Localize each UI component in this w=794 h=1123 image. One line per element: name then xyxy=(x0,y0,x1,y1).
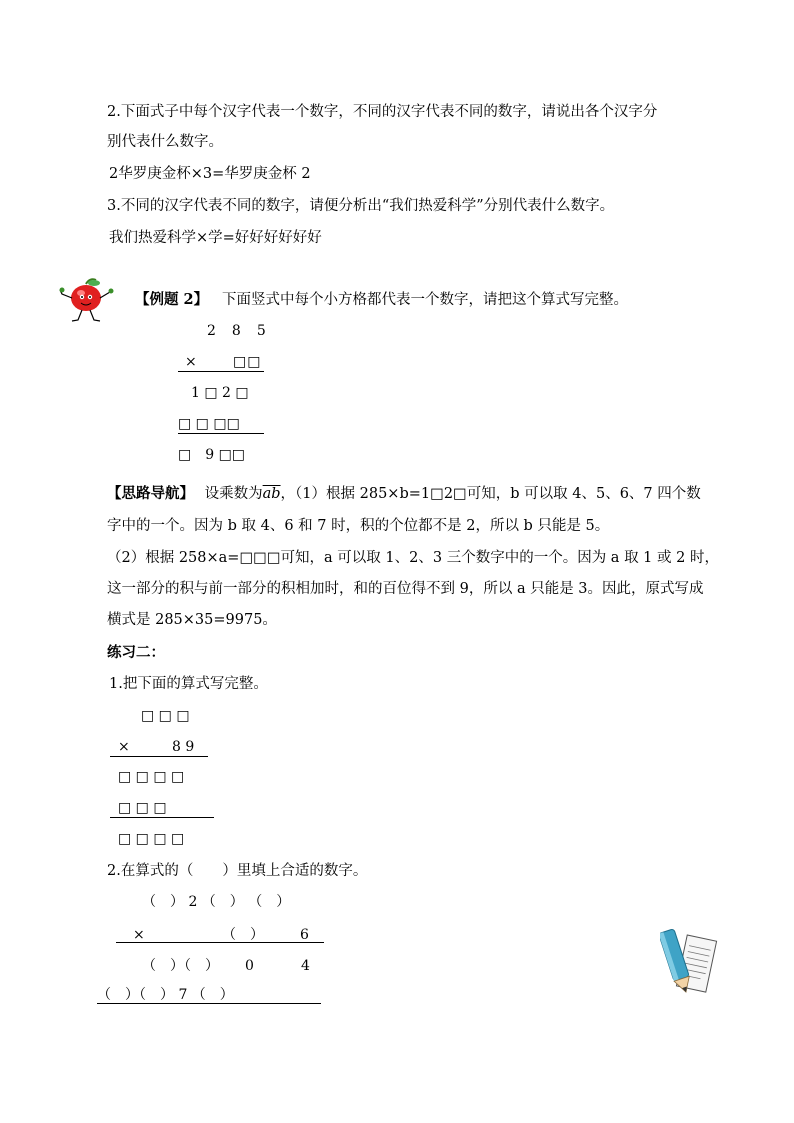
q2-row-partial2: （ ）（ ） 7 （ ） xyxy=(97,987,234,1003)
q1-rule-1 xyxy=(110,756,208,757)
apple-mascot-icon xyxy=(58,278,118,324)
problem3-equation: 我们热爱科学×学=好好好好好好 xyxy=(109,230,322,246)
guide-line1 xyxy=(107,484,701,504)
q2-row-partial-c: 4 xyxy=(301,958,310,974)
example2-row-partial2: □ □ □□ xyxy=(178,416,240,432)
example2-text: 下面竖式中每个小方格都代表一个数字，请把这个算式写完整。 xyxy=(222,292,628,308)
q1-row-partial1: □ □ □ □ xyxy=(118,769,185,785)
q2-times-sign: × xyxy=(133,927,145,943)
q1-times-sign: × xyxy=(118,739,130,755)
q2-row-multiplicand: （ ） 2 （ ） （ ） xyxy=(142,894,291,910)
practice-q2: 2.在算式的（ ）里填上合适的数字。 xyxy=(107,863,368,879)
q2-row-multiplier-a: （ ） xyxy=(222,927,264,943)
guide-line5: 横式是 285×35=9975。 xyxy=(107,612,277,628)
pencil-paper-icon xyxy=(660,925,718,997)
q2-rule-2 xyxy=(97,1003,321,1004)
guide-label: 【思路导航】 xyxy=(107,485,194,502)
problem3-line1: 3.不同的汉字代表不同的数字，请便分析出“我们热爱科学”分别代表什么数字。 xyxy=(107,198,615,214)
q2-row-partial-a: （ ）（ ） xyxy=(142,958,219,974)
problem2-equation: 2华罗庚金杯×3=华罗庚金杯 2 xyxy=(109,166,311,182)
example2-row-product: □ 9 □□ xyxy=(178,447,246,463)
q1-row-multiplier: 8 9 xyxy=(172,739,195,755)
guide-line3: （2）根据 258×a=□□□可知，a 可以取 1、2、3 三个数字中的一个。因为 a 取 1 或 2 时， xyxy=(107,550,719,566)
q2-rule-1 xyxy=(116,942,324,943)
q2-row-partial-b: 0 xyxy=(245,958,254,974)
practice-title: 练习二： xyxy=(107,644,165,661)
guide-ab: $\overline{ab}$ xyxy=(262,486,281,502)
example2-label: 【例题 2】 xyxy=(135,291,209,308)
q1-row-partial2: □ □ □ xyxy=(118,800,167,816)
problem2-line1: 2.下面式子中每个汉字代表一个数字，不同的汉字代表不同的数字，请说出各个汉字分 xyxy=(107,104,658,120)
q1-row-multiplicand: □ □ □ xyxy=(141,708,190,724)
example2-times-sign: × xyxy=(185,354,197,370)
example2-rule-2 xyxy=(178,433,264,434)
problem2-line2: 别代表什么数字。 xyxy=(107,134,223,150)
example2-row-multiplier: □□ xyxy=(233,354,262,370)
guide-line4: 这一部分的积与前一部分的积相加时，和的百位得不到 9，所以 a 只能是 3。因此，原式写成 xyxy=(107,581,704,597)
example2-row-partial1: 1 □ 2 □ xyxy=(191,385,249,401)
example2-row-multiplicand: 2 8 5 xyxy=(207,323,267,339)
q1-row-product: □ □ □ □ xyxy=(118,831,185,847)
guide-line2: 字中的一个。因为 b 取 4、6 和 7 时，积的个位都不是 2，所以 b 只能是 5。 xyxy=(107,518,610,534)
q2-row-multiplier-b: 6 xyxy=(300,927,309,943)
q1-rule-2 xyxy=(110,817,214,818)
guide-line1-post: ，（1）根据 285×b=1□2□可知，b 可以取 4、5、6、7 四个数 xyxy=(280,486,701,502)
guide-line1-pre: 设乘数为 xyxy=(204,486,263,502)
practice-q1: 1.把下面的算式写完整。 xyxy=(109,676,268,692)
example2-rule-1 xyxy=(178,371,264,372)
